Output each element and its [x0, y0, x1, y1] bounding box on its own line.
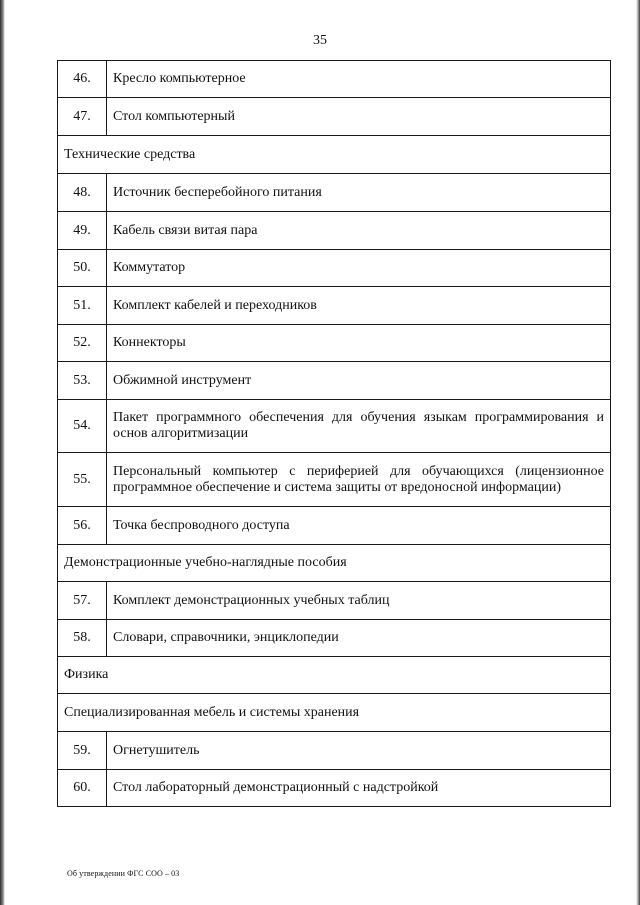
- item-name: Коннекторы: [107, 325, 611, 362]
- equipment-table-body: [58, 61, 611, 807]
- table-row: [58, 325, 611, 362]
- row-number: 51.: [58, 287, 107, 325]
- table-row: [58, 453, 611, 507]
- table-row: [58, 770, 611, 807]
- section-row: [58, 136, 611, 174]
- section-title: Специализированная мебель и системы хранения: [58, 694, 611, 732]
- scan-edge-right: [636, 0, 640, 905]
- section-title: Физика: [58, 657, 611, 694]
- row-number: 53.: [58, 362, 107, 400]
- item-name: Словари, справочники, энциклопедии: [107, 620, 611, 657]
- table-row: [58, 287, 611, 325]
- scan-edge-left: [0, 0, 5, 905]
- item-name: Источник бесперебойного питания: [107, 174, 611, 212]
- item-name: Персональный компьютер с периферией для обучающихся (лицензионное программное обеспечение и система защиты от вредоносной информации): [107, 453, 611, 507]
- table-row: [58, 507, 611, 545]
- section-row: [58, 694, 611, 732]
- item-name: Пакет программного обеспечения для обучения языкам программирования и основ алгоритмизации: [107, 400, 611, 453]
- table-row: [58, 98, 611, 136]
- row-number: 60.: [58, 770, 107, 807]
- section-row: [58, 545, 611, 582]
- table-row: [58, 212, 611, 250]
- table-row: [58, 61, 611, 98]
- table-row: [58, 732, 611, 770]
- item-name: Стол компьютерный: [107, 98, 611, 136]
- table-row: [58, 400, 611, 453]
- item-name: Кабель связи витая пара: [107, 212, 611, 250]
- row-number: 52.: [58, 325, 107, 362]
- footer-note: Об утверждении ФГС СОО – 03: [67, 869, 180, 878]
- row-number: 48.: [58, 174, 107, 212]
- row-number: 49.: [58, 212, 107, 250]
- row-number: 50.: [58, 250, 107, 287]
- section-title: Технические средства: [58, 136, 611, 174]
- row-number: 46.: [58, 61, 107, 98]
- item-name: Коммутатор: [107, 250, 611, 287]
- row-number: 57.: [58, 582, 107, 620]
- item-name: Кресло компьютерное: [107, 61, 611, 98]
- row-number: 54.: [58, 400, 107, 453]
- row-number: 59.: [58, 732, 107, 770]
- row-number: 55.: [58, 453, 107, 507]
- row-number: 47.: [58, 98, 107, 136]
- equipment-table: [57, 60, 611, 807]
- section-row: [58, 657, 611, 694]
- table-row: [58, 174, 611, 212]
- row-number: 58.: [58, 620, 107, 657]
- table-row: [58, 250, 611, 287]
- item-name: Обжимной инструмент: [107, 362, 611, 400]
- item-name: Стол лабораторный демонстрационный с надстройкой: [107, 770, 611, 807]
- section-title: Демонстрационные учебно-наглядные пособия: [58, 545, 611, 582]
- row-number: 56.: [58, 507, 107, 545]
- page-number: 35: [313, 33, 327, 48]
- item-name: Точка беспроводного доступа: [107, 507, 611, 545]
- item-name: Огнетушитель: [107, 732, 611, 770]
- item-name: Комплект кабелей и переходников: [107, 287, 611, 325]
- table-row: [58, 582, 611, 620]
- item-name: Комплект демонстрационных учебных таблиц: [107, 582, 611, 620]
- table-row: [58, 620, 611, 657]
- table-row: [58, 362, 611, 400]
